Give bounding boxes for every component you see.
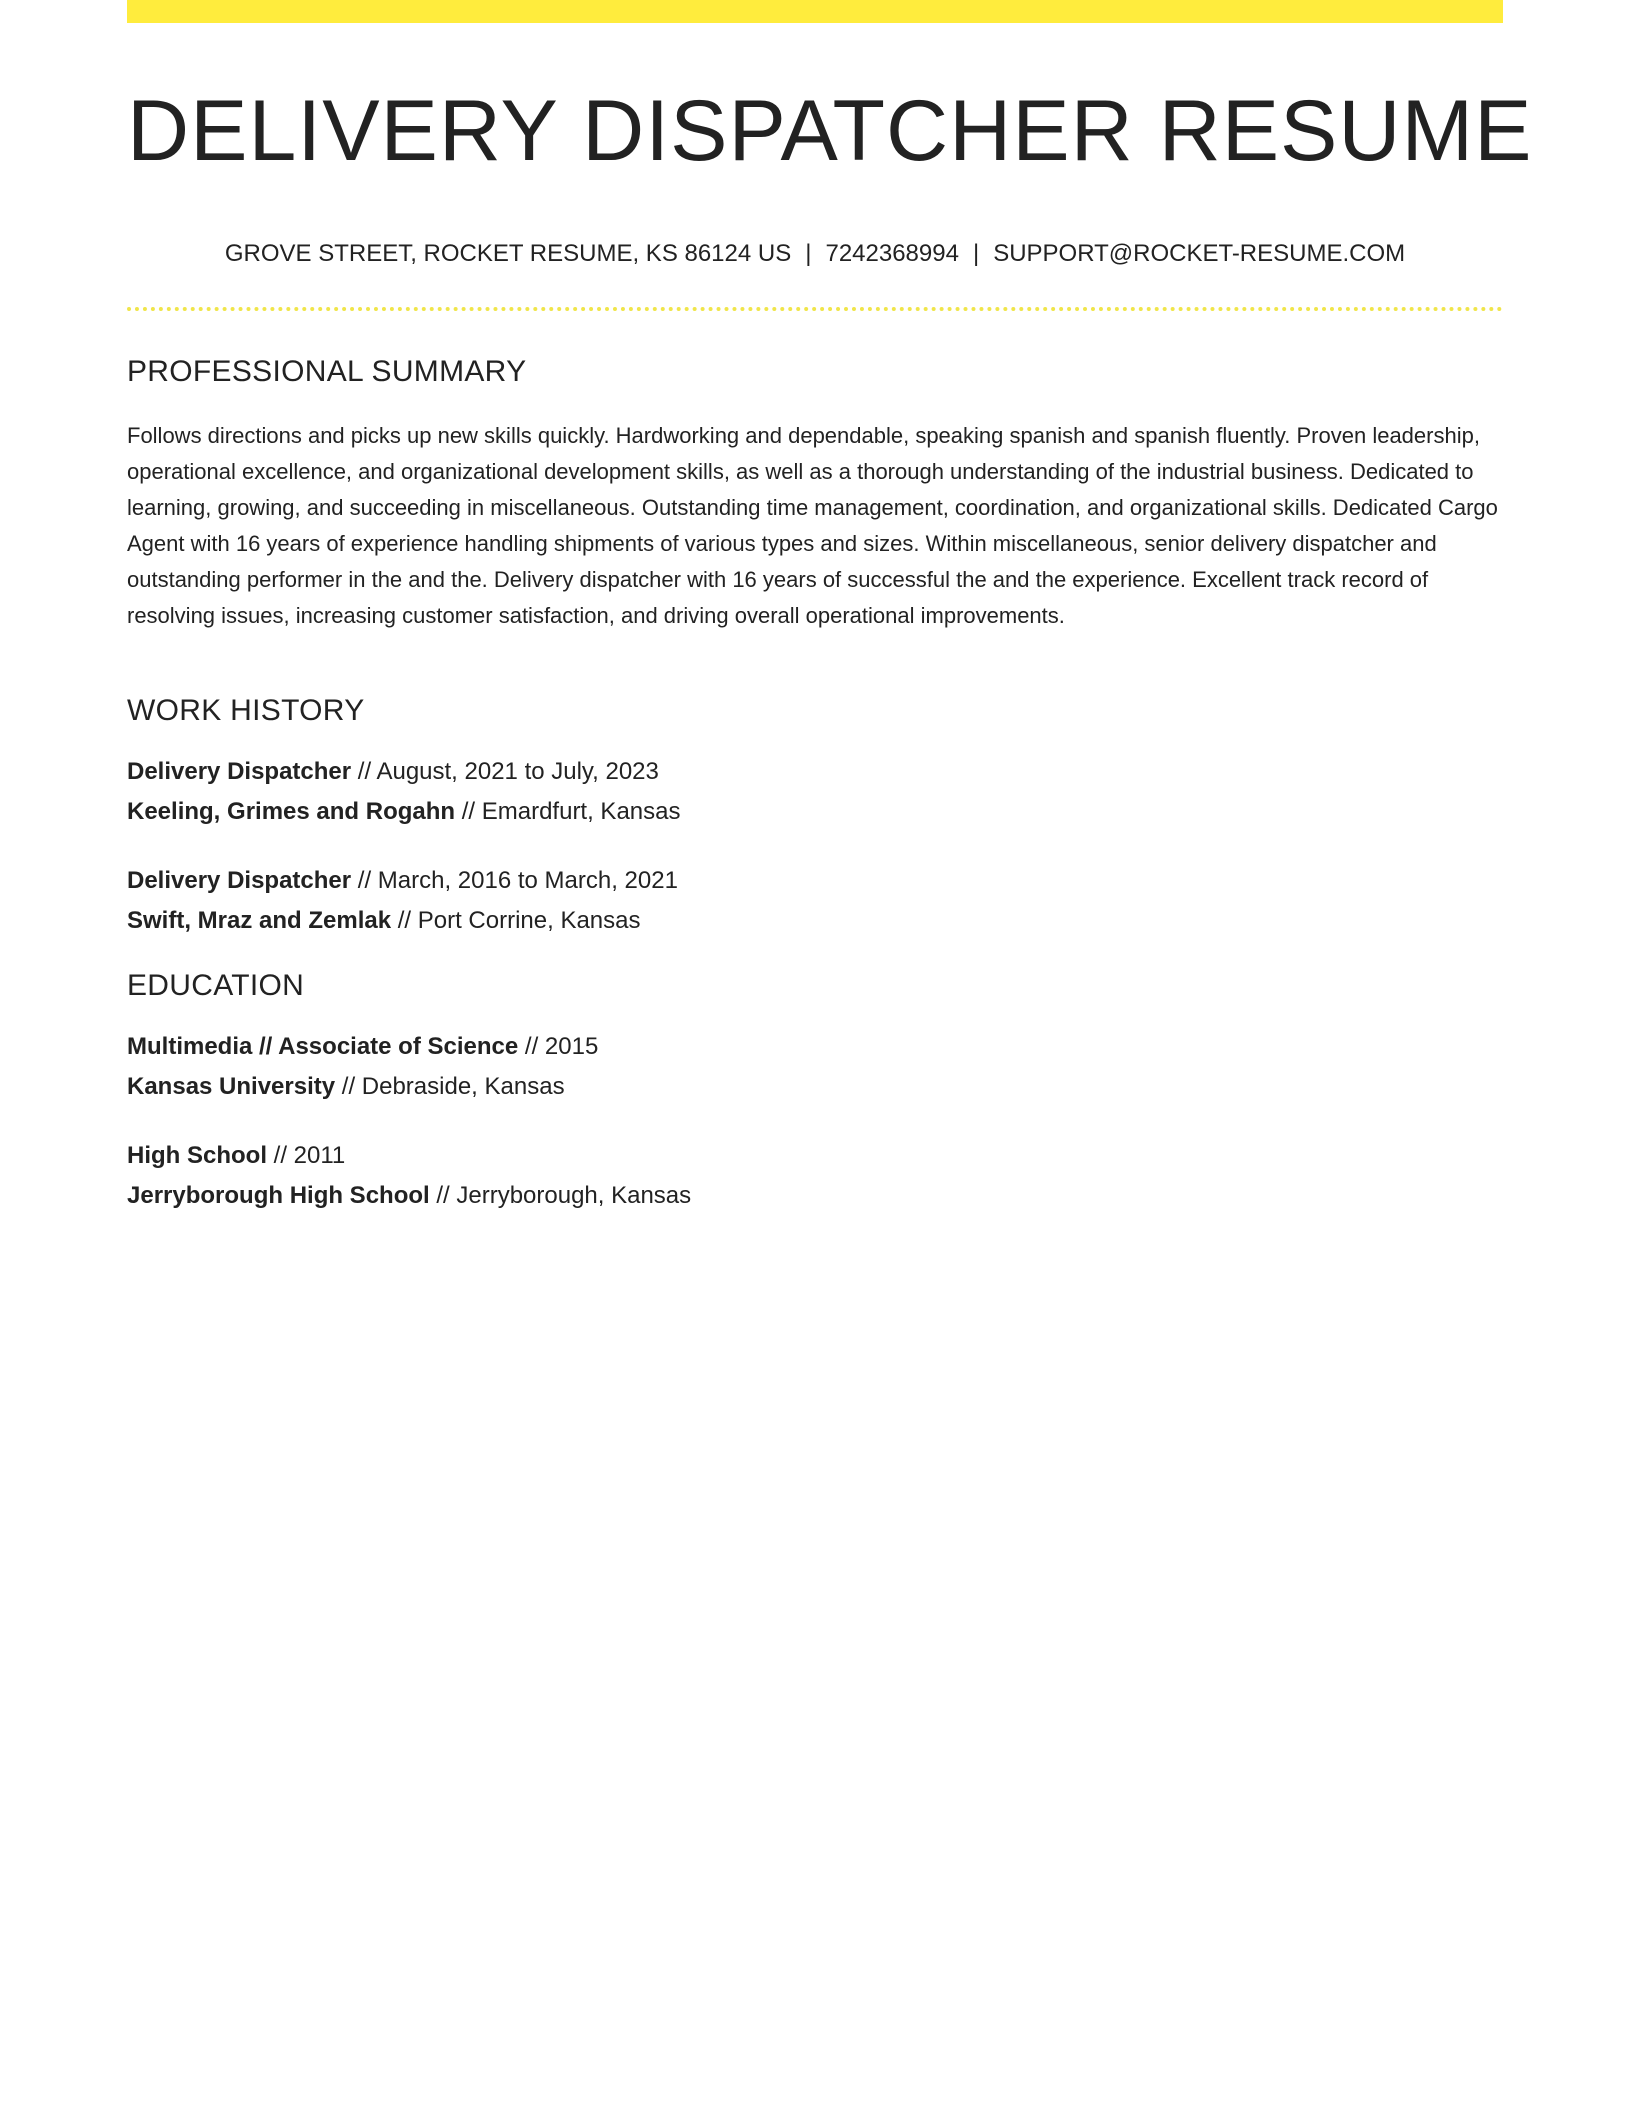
job-title-line <box>127 752 1503 792</box>
summary-paragraph: Follows directions and picks up new skills quickly. Hardworking and dependable, speaking spanish and spanish fluently. Proven leadership, operational excellence, and organizational development skills, as well as a thorough understanding of the industrial business. Dedicated to learning, growing, and succeeding in miscellaneous. Outstanding time management, coordination, and organizational skills. Dedicated Cargo Agent with 16 years of experience handling shipments of various types and sizes. Within miscellaneous, senior delivery dispatcher and outstanding performer in the and the. Delivery dispatcher with 16 years of successful the and the experience. Excellent track record of resolving issues, increasing customer satisfaction, and driving overall operational improvements. <box>127 423 1498 628</box>
resume-title: DELIVERY DISPATCHER RESUME <box>127 83 1533 179</box>
contact-separator: | <box>972 240 980 267</box>
degree: Multimedia // Associate of Science <box>127 1033 519 1060</box>
job-company-line <box>127 901 1503 941</box>
contact-email: SUPPORT@ROCKET-RESUME.COM <box>993 240 1406 267</box>
school-line <box>127 1067 1503 1107</box>
school-location: // Jerryborough, Kansas <box>429 1182 692 1209</box>
job-company: Keeling, Grimes and Rogahn <box>127 798 456 825</box>
degree-year: // 2011 <box>267 1142 346 1169</box>
summary-heading: PROFESSIONAL SUMMARY <box>127 355 527 388</box>
job-dates: // August, 2021 to July, 2023 <box>351 758 659 785</box>
job-location: // Emardfurt, Kansas <box>455 798 681 825</box>
job-company: Swift, Mraz and Zemlak <box>127 907 392 934</box>
school-name: Jerryborough High School <box>127 1182 430 1209</box>
contact-separator: | <box>805 240 812 267</box>
top-accent-bar <box>127 0 1503 23</box>
degree: High School <box>127 1142 267 1169</box>
job-title: Delivery Dispatcher <box>127 867 352 894</box>
job-dates: // March, 2016 to March, 2021 <box>351 867 678 894</box>
contact-phone: 7242368994 <box>825 240 959 267</box>
dotted-divider <box>127 307 1503 311</box>
job-company-line <box>127 792 1503 832</box>
job-title: Delivery Dispatcher <box>127 758 352 785</box>
degree-line <box>127 1136 1503 1176</box>
degree-year: // 2015 <box>518 1033 599 1060</box>
work-history-heading: WORK HISTORY <box>127 694 365 727</box>
education-heading: EDUCATION <box>127 969 305 1002</box>
school-location: // Debraside, Kansas <box>335 1073 565 1100</box>
contact-line <box>127 236 1503 272</box>
contact-address: GROVE STREET, ROCKET RESUME, KS 86124 US <box>224 240 792 267</box>
school-line <box>127 1176 1503 1216</box>
job-title-line <box>127 861 1503 901</box>
degree-line <box>127 1027 1503 1067</box>
school-name: Kansas University <box>127 1073 336 1100</box>
job-location: // Port Corrine, Kansas <box>391 907 641 934</box>
